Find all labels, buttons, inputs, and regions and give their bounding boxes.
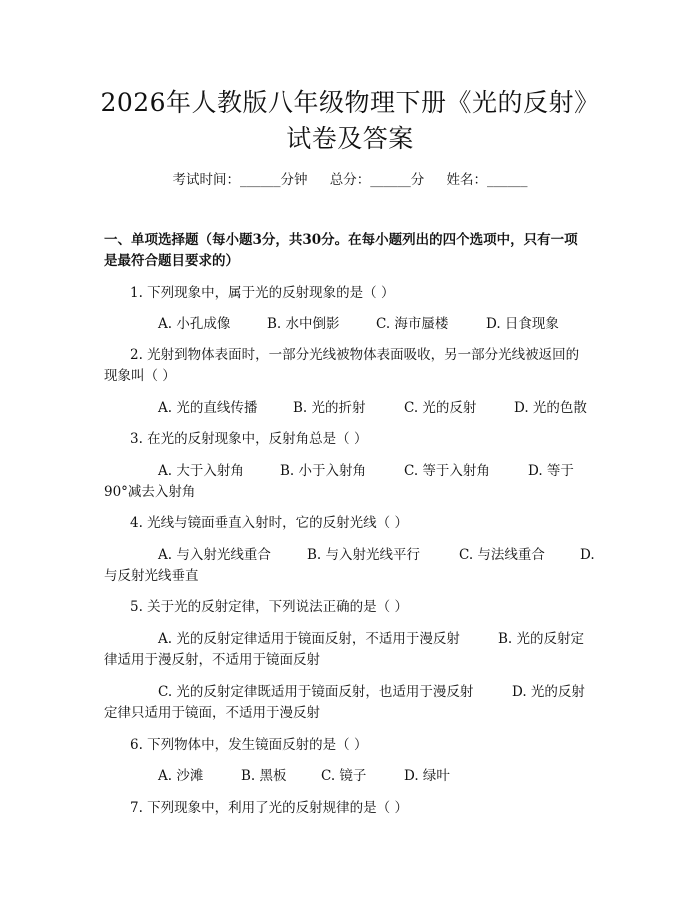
question-7-stem: 7. 下列现象中，利用了光的反射规律的是（ ） [130,800,408,816]
question-1-stem: 1. 下列现象中，属于光的反射现象的是（ ） [130,285,395,301]
question-1-option-b: B. 水中倒影 [267,316,340,332]
question-2-stem-line1: 2. 光射到物体表面时，一部分光线被物体表面吸收，另一部分光线被返回的 [130,347,580,363]
question-6-option-a: A. 沙滩 [158,768,204,784]
question-4-option-d: D. [580,547,595,563]
question-3-option-d: D. 等于 [528,463,574,479]
question-3-option-d-cont: 90°减去入射角 [104,484,196,500]
question-1-option-c: C. 海市蜃楼 [376,316,449,332]
question-6-option-b: B. 黑板 [241,768,287,784]
exam-info-row [0,170,700,190]
question-5-option-b-cont: 律适用于漫反射，不适用于镜面反射 [104,652,320,668]
question-2-option-b: B. 光的折射 [293,400,366,416]
question-5-stem: 5. 关于光的反射定律，下列说法正确的是（ ） [130,599,408,615]
section-heading-line1: 一、单项选择题（每小题3分，共30分。在每小题列出的四个选项中，只有一项 [104,232,578,248]
question-3-option-a: A. 大于入射角 [158,463,244,479]
question-6-option-d: D. 绿叶 [404,768,450,784]
question-2-stem-line2: 现象叫（ ） [104,368,176,384]
document-title-line1: 2026年人教版八年级物理下册《光的反射》 [100,88,600,117]
section-heading-line2: 是最符合题目要求的） [104,253,239,269]
question-6-option-c: C. 镜子 [321,768,367,784]
question-5-option-d-cont: 定律只适用于镜面，不适用于漫反射 [104,705,320,721]
question-5-option-a: A. 光的反射定律适用于镜面反射，不适用于漫反射 [158,631,460,647]
document-title-line2: 试卷及答案 [286,124,414,153]
question-6-stem: 6. 下列物体中，发生镜面反射的是（ ） [130,737,368,753]
question-3-option-b: B. 小于入射角 [280,463,367,479]
question-5-option-d: D. 光的反射 [512,684,585,700]
question-2-option-c: C. 光的反射 [404,400,477,416]
question-3-stem: 3. 在光的反射现象中，反射角总是（ ） [130,431,368,447]
question-1-option-a: A. 小孔成像 [158,316,231,332]
question-1-option-d: D. 日食现象 [486,316,559,332]
question-2-option-a: A. 光的直线传播 [158,400,258,416]
question-3-option-c: C. 等于入射角 [404,463,490,479]
question-4-stem: 4. 光线与镜面垂直入射时，它的反射光线（ ） [130,515,408,531]
question-5-option-b: B. 光的反射定 [498,631,585,647]
question-5-option-c: C. 光的反射定律既适用于镜面反射，也适用于漫反射 [158,684,474,700]
total-score-field: 总分：______分 [329,172,425,188]
exam-time-field: 考试时间：______分钟 [172,172,308,188]
question-4-option-b: B. 与入射光线平行 [307,547,421,563]
question-4-option-d-cont: 与反射光线垂直 [104,568,199,584]
name-field: 姓名：______ [446,172,528,188]
question-4-option-c: C. 与法线重合 [459,547,545,563]
question-2-option-d: D. 光的色散 [514,400,587,416]
question-4-option-a: A. 与入射光线重合 [158,547,271,563]
